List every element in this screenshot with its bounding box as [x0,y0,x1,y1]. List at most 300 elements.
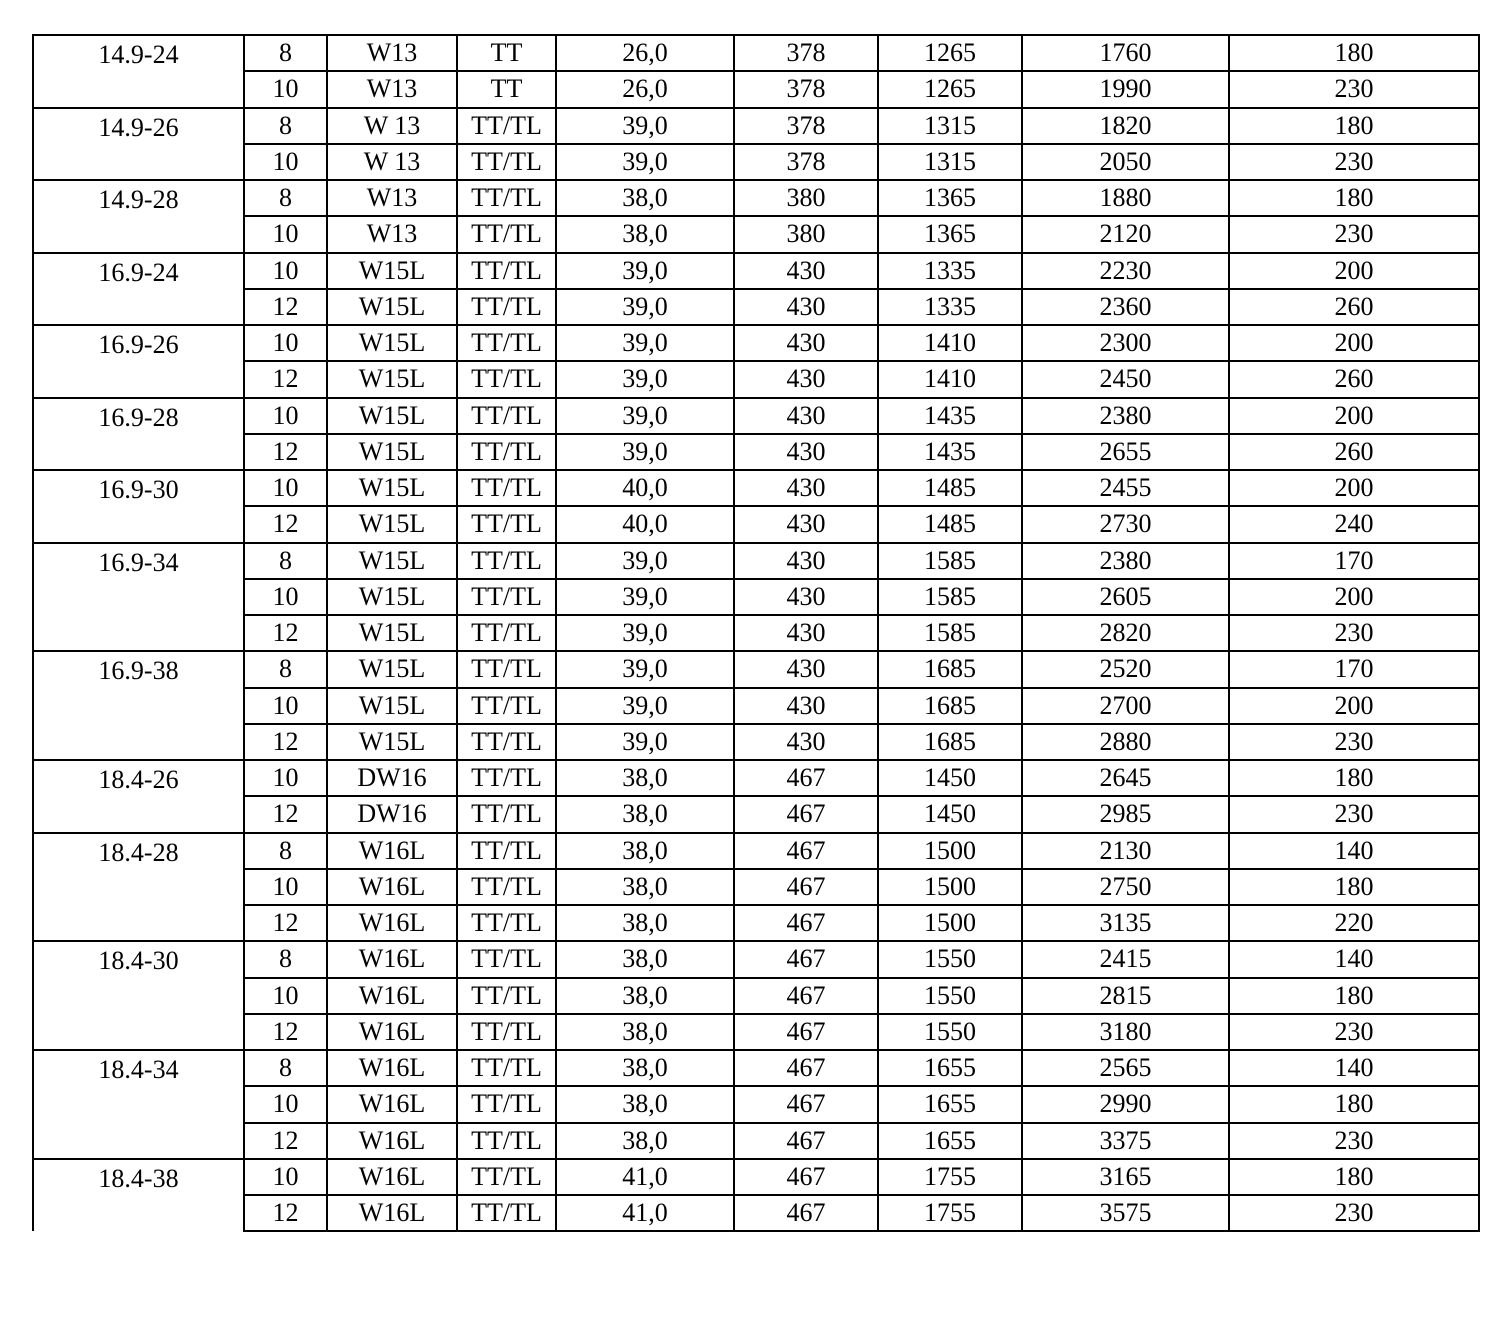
tire-size-cell: 14.9-24 [33,35,244,108]
col-8-value-cell: 230 [1229,216,1479,252]
ply-rating-cell: 10 [244,978,327,1014]
ply-rating-cell: 8 [244,941,327,977]
col-7-value-cell: 2130 [1022,833,1229,869]
col-8-value-cell: 230 [1229,615,1479,651]
table-row [33,1195,1479,1231]
tire-size-cell: 16.9-30 [33,470,244,543]
col-6-value-cell: 1365 [878,216,1022,252]
col-5-value-cell: 430 [734,434,878,470]
col-7-value-cell: 2455 [1022,470,1229,506]
col-6-value-cell: 1435 [878,398,1022,434]
tire-size-cell: 14.9-26 [33,108,244,181]
col-6-value-cell: 1685 [878,688,1022,724]
tube-type-cell: TT/TL [457,1014,556,1050]
rim-cell: W16L [327,1159,457,1195]
table-row [33,1159,1479,1195]
col-7-value-cell: 2815 [1022,978,1229,1014]
rim-cell: W16L [327,905,457,941]
table-row [33,796,1479,832]
tube-type-cell: TT/TL [457,144,556,180]
col-4-value-cell: 39,0 [556,108,734,144]
rim-cell: W16L [327,941,457,977]
table-row [33,1086,1479,1122]
col-5-value-cell: 378 [734,35,878,71]
tube-type-cell: TT/TL [457,434,556,470]
col-7-value-cell: 2655 [1022,434,1229,470]
table-row [33,289,1479,325]
tube-type-cell: TT/TL [457,180,556,216]
col-4-value-cell: 40,0 [556,506,734,542]
col-5-value-cell: 380 [734,180,878,216]
col-5-value-cell: 378 [734,108,878,144]
col-6-value-cell: 1500 [878,869,1022,905]
table-row [33,506,1479,542]
tube-type-cell: TT/TL [457,398,556,434]
col-6-value-cell: 1500 [878,833,1022,869]
tire-size-cell: 16.9-34 [33,543,244,652]
col-5-value-cell: 430 [734,253,878,289]
col-8-value-cell: 200 [1229,398,1479,434]
col-4-value-cell: 40,0 [556,470,734,506]
ply-rating-cell: 8 [244,833,327,869]
col-5-value-cell: 467 [734,1014,878,1050]
col-8-value-cell: 200 [1229,253,1479,289]
col-6-value-cell: 1585 [878,615,1022,651]
col-5-value-cell: 467 [734,1086,878,1122]
col-7-value-cell: 1880 [1022,180,1229,216]
rim-cell: W15L [327,579,457,615]
col-5-value-cell: 467 [734,1195,878,1231]
ply-rating-cell: 12 [244,506,327,542]
col-5-value-cell: 430 [734,651,878,687]
col-8-value-cell: 230 [1229,796,1479,832]
table-row [33,71,1479,107]
col-6-value-cell: 1265 [878,71,1022,107]
tire-size-cell: 18.4-28 [33,833,244,942]
table-row [33,35,1479,71]
rim-cell: W15L [327,615,457,651]
ply-rating-cell: 10 [244,144,327,180]
tube-type-cell: TT/TL [457,216,556,252]
table-row [33,470,1479,506]
tube-type-cell: TT/TL [457,1123,556,1159]
tube-type-cell: TT/TL [457,1195,556,1231]
tube-type-cell: TT/TL [457,833,556,869]
tube-type-cell: TT/TL [457,1086,556,1122]
col-5-value-cell: 467 [734,869,878,905]
rim-cell: W13 [327,71,457,107]
col-7-value-cell: 2300 [1022,325,1229,361]
col-6-value-cell: 1755 [878,1159,1022,1195]
col-5-value-cell: 467 [734,941,878,977]
tire-spec-table-body [33,35,1479,1231]
col-8-value-cell: 180 [1229,978,1479,1014]
col-5-value-cell: 467 [734,1159,878,1195]
col-4-value-cell: 38,0 [556,1086,734,1122]
tire-size-cell: 14.9-28 [33,180,244,253]
table-row [33,180,1479,216]
col-4-value-cell: 39,0 [556,543,734,579]
col-4-value-cell: 38,0 [556,941,734,977]
col-4-value-cell: 26,0 [556,35,734,71]
col-6-value-cell: 1755 [878,1195,1022,1231]
tire-size-cell: 18.4-30 [33,941,244,1050]
table-row [33,651,1479,687]
table-row [33,978,1479,1014]
col-8-value-cell: 200 [1229,688,1479,724]
col-4-value-cell: 39,0 [556,398,734,434]
col-8-value-cell: 230 [1229,1195,1479,1231]
col-8-value-cell: 200 [1229,470,1479,506]
col-7-value-cell: 2360 [1022,289,1229,325]
table-row [33,941,1479,977]
tube-type-cell: TT/TL [457,941,556,977]
col-7-value-cell: 3135 [1022,905,1229,941]
rim-cell: W15L [327,470,457,506]
col-4-value-cell: 38,0 [556,978,734,1014]
rim-cell: W15L [327,289,457,325]
table-row [33,579,1479,615]
ply-rating-cell: 10 [244,470,327,506]
rim-cell: W15L [327,543,457,579]
tube-type-cell: TT/TL [457,905,556,941]
ply-rating-cell: 12 [244,1123,327,1159]
col-4-value-cell: 38,0 [556,760,734,796]
col-7-value-cell: 2565 [1022,1050,1229,1086]
col-5-value-cell: 430 [734,325,878,361]
col-6-value-cell: 1550 [878,941,1022,977]
col-7-value-cell: 3165 [1022,1159,1229,1195]
ply-rating-cell: 10 [244,71,327,107]
col-4-value-cell: 39,0 [556,434,734,470]
ply-rating-cell: 10 [244,579,327,615]
col-8-value-cell: 170 [1229,651,1479,687]
table-row [33,760,1479,796]
col-5-value-cell: 430 [734,398,878,434]
tube-type-cell: TT/TL [457,506,556,542]
col-8-value-cell: 170 [1229,543,1479,579]
col-5-value-cell: 467 [734,905,878,941]
rim-cell: W15L [327,724,457,760]
tire-size-cell: 18.4-34 [33,1050,244,1159]
col-6-value-cell: 1365 [878,180,1022,216]
rim-cell: W15L [327,651,457,687]
col-8-value-cell: 230 [1229,71,1479,107]
ply-rating-cell: 12 [244,434,327,470]
col-6-value-cell: 1585 [878,579,1022,615]
ply-rating-cell: 8 [244,35,327,71]
rim-cell: W15L [327,688,457,724]
rim-cell: W13 [327,216,457,252]
ply-rating-cell: 10 [244,216,327,252]
col-6-value-cell: 1265 [878,35,1022,71]
col-8-value-cell: 200 [1229,579,1479,615]
col-4-value-cell: 39,0 [556,724,734,760]
table-row [33,688,1479,724]
tire-size-cell: 16.9-28 [33,398,244,471]
col-7-value-cell: 2645 [1022,760,1229,796]
rim-cell: DW16 [327,760,457,796]
col-7-value-cell: 1760 [1022,35,1229,71]
col-4-value-cell: 38,0 [556,796,734,832]
table-row [33,108,1479,144]
col-5-value-cell: 467 [734,796,878,832]
col-7-value-cell: 3575 [1022,1195,1229,1231]
rim-cell: W16L [327,1014,457,1050]
tube-type-cell: TT/TL [457,869,556,905]
tube-type-cell: TT/TL [457,724,556,760]
table-row [33,1014,1479,1050]
col-4-value-cell: 26,0 [556,71,734,107]
col-5-value-cell: 430 [734,543,878,579]
col-6-value-cell: 1435 [878,434,1022,470]
tube-type-cell: TT/TL [457,108,556,144]
table-row [33,905,1479,941]
col-6-value-cell: 1685 [878,724,1022,760]
col-8-value-cell: 140 [1229,1050,1479,1086]
tube-type-cell: TT/TL [457,253,556,289]
col-7-value-cell: 2990 [1022,1086,1229,1122]
col-6-value-cell: 1655 [878,1086,1022,1122]
col-4-value-cell: 38,0 [556,1050,734,1086]
table-row [33,216,1479,252]
col-7-value-cell: 2380 [1022,543,1229,579]
rim-cell: W16L [327,833,457,869]
table-row [33,833,1479,869]
tube-type-cell: TT [457,35,556,71]
tube-type-cell: TT/TL [457,1159,556,1195]
col-7-value-cell: 2415 [1022,941,1229,977]
rim-cell: W 13 [327,144,457,180]
col-7-value-cell: 2605 [1022,579,1229,615]
col-6-value-cell: 1335 [878,253,1022,289]
tube-type-cell: TT/TL [457,760,556,796]
col-8-value-cell: 180 [1229,869,1479,905]
ply-rating-cell: 8 [244,1050,327,1086]
tube-type-cell: TT/TL [457,543,556,579]
col-5-value-cell: 378 [734,144,878,180]
ply-rating-cell: 10 [244,253,327,289]
col-8-value-cell: 200 [1229,325,1479,361]
col-6-value-cell: 1315 [878,108,1022,144]
col-8-value-cell: 240 [1229,506,1479,542]
rim-cell: W16L [327,869,457,905]
tube-type-cell: TT [457,71,556,107]
col-4-value-cell: 39,0 [556,651,734,687]
col-7-value-cell: 2880 [1022,724,1229,760]
col-4-value-cell: 39,0 [556,361,734,397]
col-5-value-cell: 430 [734,579,878,615]
ply-rating-cell: 8 [244,543,327,579]
col-5-value-cell: 430 [734,724,878,760]
tire-size-cell: 16.9-24 [33,253,244,326]
col-5-value-cell: 467 [734,1123,878,1159]
col-5-value-cell: 467 [734,833,878,869]
ply-rating-cell: 10 [244,869,327,905]
col-6-value-cell: 1410 [878,325,1022,361]
col-5-value-cell: 467 [734,760,878,796]
col-6-value-cell: 1550 [878,1014,1022,1050]
ply-rating-cell: 10 [244,1159,327,1195]
table-row [33,434,1479,470]
col-6-value-cell: 1655 [878,1123,1022,1159]
col-4-value-cell: 39,0 [556,579,734,615]
col-7-value-cell: 2750 [1022,869,1229,905]
table-row [33,724,1479,760]
col-6-value-cell: 1550 [878,978,1022,1014]
tube-type-cell: TT/TL [457,1050,556,1086]
col-5-value-cell: 430 [734,688,878,724]
col-4-value-cell: 39,0 [556,289,734,325]
col-7-value-cell: 2730 [1022,506,1229,542]
col-8-value-cell: 260 [1229,434,1479,470]
col-7-value-cell: 3375 [1022,1123,1229,1159]
ply-rating-cell: 12 [244,905,327,941]
col-4-value-cell: 38,0 [556,180,734,216]
ply-rating-cell: 10 [244,688,327,724]
table-row [33,615,1479,651]
col-7-value-cell: 2985 [1022,796,1229,832]
col-7-value-cell: 2050 [1022,144,1229,180]
col-8-value-cell: 230 [1229,1014,1479,1050]
col-8-value-cell: 260 [1229,361,1479,397]
col-7-value-cell: 2520 [1022,651,1229,687]
tire-spec-table-container [32,34,1480,1232]
col-4-value-cell: 39,0 [556,688,734,724]
ply-rating-cell: 10 [244,760,327,796]
col-6-value-cell: 1335 [878,289,1022,325]
tube-type-cell: TT/TL [457,289,556,325]
col-8-value-cell: 230 [1229,724,1479,760]
tube-type-cell: TT/TL [457,579,556,615]
rim-cell: W16L [327,1123,457,1159]
rim-cell: W13 [327,35,457,71]
rim-cell: W 13 [327,108,457,144]
ply-rating-cell: 10 [244,1086,327,1122]
col-5-value-cell: 380 [734,216,878,252]
col-8-value-cell: 180 [1229,760,1479,796]
ply-rating-cell: 10 [244,398,327,434]
ply-rating-cell: 12 [244,615,327,651]
col-8-value-cell: 140 [1229,833,1479,869]
col-5-value-cell: 430 [734,506,878,542]
col-7-value-cell: 2820 [1022,615,1229,651]
col-8-value-cell: 180 [1229,180,1479,216]
table-row [33,1123,1479,1159]
ply-rating-cell: 8 [244,180,327,216]
tube-type-cell: TT/TL [457,688,556,724]
rim-cell: W13 [327,180,457,216]
tube-type-cell: TT/TL [457,325,556,361]
table-row [33,869,1479,905]
col-7-value-cell: 2700 [1022,688,1229,724]
rim-cell: W16L [327,1050,457,1086]
col-8-value-cell: 180 [1229,35,1479,71]
col-6-value-cell: 1685 [878,651,1022,687]
col-4-value-cell: 39,0 [556,144,734,180]
col-4-value-cell: 41,0 [556,1195,734,1231]
col-5-value-cell: 467 [734,978,878,1014]
rim-cell: W15L [327,361,457,397]
table-row [33,253,1479,289]
col-4-value-cell: 38,0 [556,1014,734,1050]
col-8-value-cell: 180 [1229,1159,1479,1195]
tube-type-cell: TT/TL [457,470,556,506]
col-8-value-cell: 230 [1229,1123,1479,1159]
rim-cell: W16L [327,1195,457,1231]
col-7-value-cell: 3180 [1022,1014,1229,1050]
tube-type-cell: TT/TL [457,978,556,1014]
table-row [33,325,1479,361]
table-row [33,543,1479,579]
col-6-value-cell: 1450 [878,760,1022,796]
table-row [33,361,1479,397]
col-6-value-cell: 1485 [878,506,1022,542]
rim-cell: W15L [327,325,457,361]
tire-size-cell: 18.4-38 [33,1159,244,1232]
ply-rating-cell: 12 [244,724,327,760]
col-5-value-cell: 430 [734,615,878,651]
ply-rating-cell: 12 [244,1195,327,1231]
rim-cell: W15L [327,398,457,434]
col-5-value-cell: 378 [734,71,878,107]
table-row [33,398,1479,434]
col-4-value-cell: 38,0 [556,1123,734,1159]
col-7-value-cell: 2380 [1022,398,1229,434]
col-8-value-cell: 140 [1229,941,1479,977]
col-8-value-cell: 180 [1229,1086,1479,1122]
ply-rating-cell: 12 [244,1014,327,1050]
ply-rating-cell: 10 [244,325,327,361]
rim-cell: W16L [327,978,457,1014]
col-4-value-cell: 41,0 [556,1159,734,1195]
col-4-value-cell: 39,0 [556,325,734,361]
tube-type-cell: TT/TL [457,651,556,687]
col-6-value-cell: 1410 [878,361,1022,397]
col-5-value-cell: 467 [734,1050,878,1086]
col-6-value-cell: 1485 [878,470,1022,506]
tire-size-cell: 16.9-26 [33,325,244,398]
col-8-value-cell: 260 [1229,289,1479,325]
ply-rating-cell: 12 [244,796,327,832]
col-7-value-cell: 2450 [1022,361,1229,397]
col-7-value-cell: 2230 [1022,253,1229,289]
col-8-value-cell: 180 [1229,108,1479,144]
col-6-value-cell: 1655 [878,1050,1022,1086]
rim-cell: W16L [327,1086,457,1122]
tire-size-cell: 16.9-38 [33,651,244,760]
rim-cell: W15L [327,434,457,470]
col-6-value-cell: 1315 [878,144,1022,180]
col-5-value-cell: 430 [734,470,878,506]
ply-rating-cell: 8 [244,651,327,687]
table-row [33,1050,1479,1086]
col-4-value-cell: 38,0 [556,833,734,869]
tire-spec-table [32,34,1480,1232]
col-5-value-cell: 430 [734,361,878,397]
tube-type-cell: TT/TL [457,361,556,397]
rim-cell: W15L [327,506,457,542]
tube-type-cell: TT/TL [457,615,556,651]
col-8-value-cell: 230 [1229,144,1479,180]
col-7-value-cell: 2120 [1022,216,1229,252]
col-4-value-cell: 39,0 [556,615,734,651]
col-6-value-cell: 1585 [878,543,1022,579]
rim-cell: W15L [327,253,457,289]
tube-type-cell: TT/TL [457,796,556,832]
rim-cell: DW16 [327,796,457,832]
col-8-value-cell: 220 [1229,905,1479,941]
